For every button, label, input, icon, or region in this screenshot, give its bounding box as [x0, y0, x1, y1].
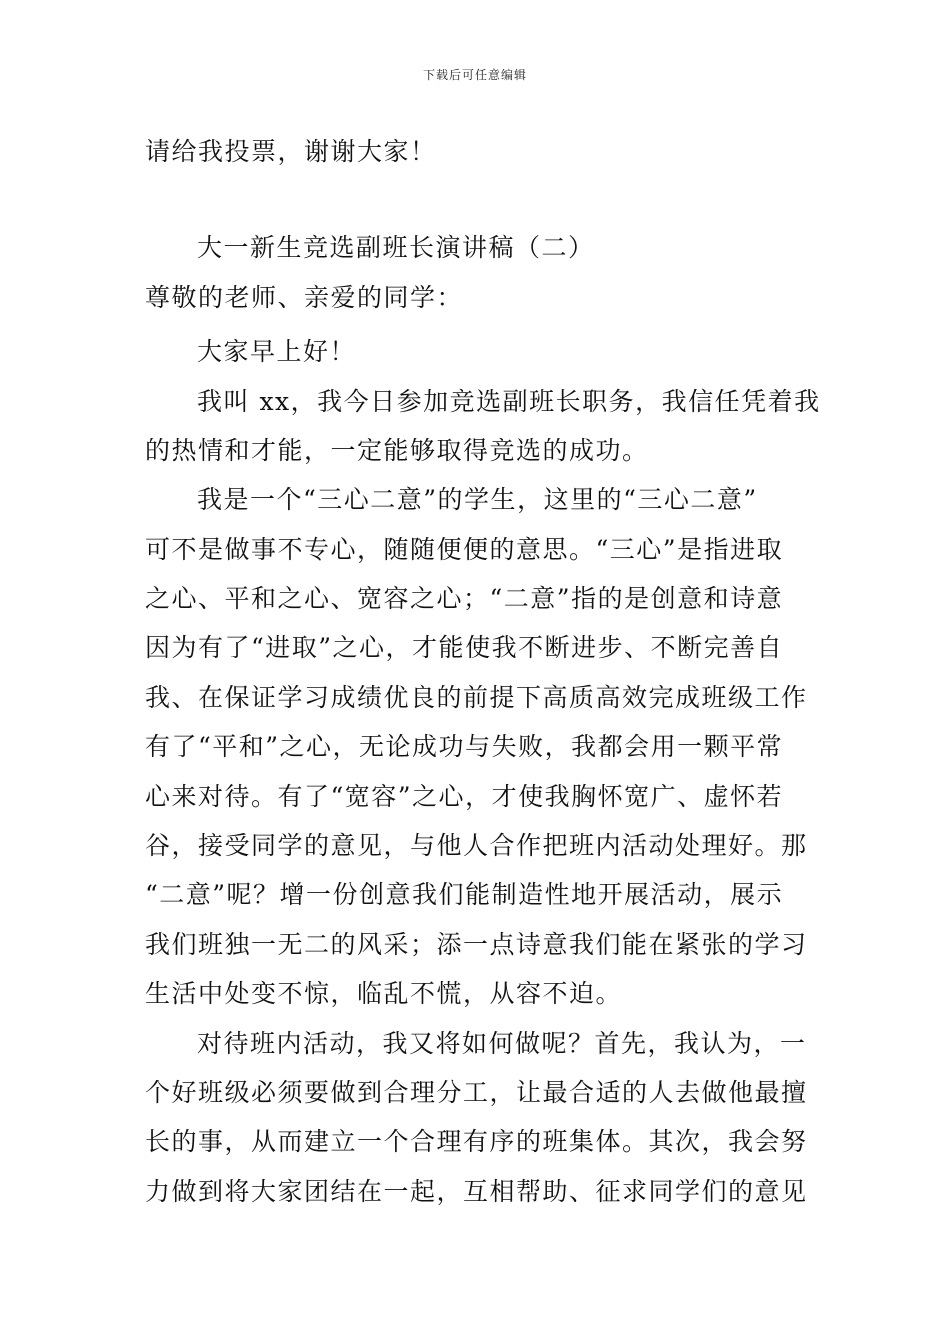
body-line: 因为有了“进取”之心，才能使我不断进步、不断完善自	[145, 633, 784, 662]
body-line: 之心、平和之心、宽容之心；“二意”指的是创意和诗意	[145, 584, 784, 613]
body-line: 的热情和才能，一定能够取得竞选的成功。	[145, 436, 649, 465]
body-line: 力做到将大家团结在一起，互相帮助、征求同学们的意见	[145, 1177, 808, 1206]
body-line: 对待班内活动，我又将如何做呢？首先，我认为，一	[197, 1029, 807, 1058]
body-line: 生活中处变不惊，临乱不慌，从容不迫。	[145, 979, 623, 1008]
body-line: 我叫 xx，我今日参加竞选副班长职务，我信任凭着我	[197, 387, 821, 416]
body-line: 个好班级必须要做到合理分工，让最合适的人去做他最擅	[145, 1078, 808, 1107]
body-line: 我、在保证学习成绩优良的前提下高质高效完成班级工作	[145, 683, 808, 712]
morning-greeting: 大家早上好！	[197, 337, 357, 366]
body-line: 谷，接受同学的意见，与他人合作把班内活动处理好。那	[145, 831, 808, 860]
body-line: 我是一个“三心二意”的学生，这里的“三心二意”	[197, 485, 758, 514]
body-line: 有了“平和”之心，无论成功与失败，我都会用一颗平常	[145, 732, 784, 761]
salutation: 尊敬的老师、亲爱的同学：	[145, 283, 464, 312]
body-line: 心来对待。有了“宽容”之心，才使我胸怀宽广、虚怀若	[145, 782, 784, 811]
body-line: “二意”呢？增一份创意我们能制造性地开展活动，展示	[145, 880, 784, 909]
body-line: 我们班独一无二的风采；添一点诗意我们能在紧张的学习	[145, 930, 808, 959]
page-header-note: 下载后可任意编辑	[422, 68, 527, 82]
body-line: 可不是做事不专心，随随便便的意思。“三心”是指进取	[145, 535, 784, 564]
speech-title: 大一新生竞选副班长演讲稿（二）	[197, 233, 595, 262]
closing-line: 请给我投票，谢谢大家！	[145, 137, 437, 166]
body-line: 长的事，从而建立一个合理有序的班集体。其次，我会努	[145, 1127, 808, 1156]
